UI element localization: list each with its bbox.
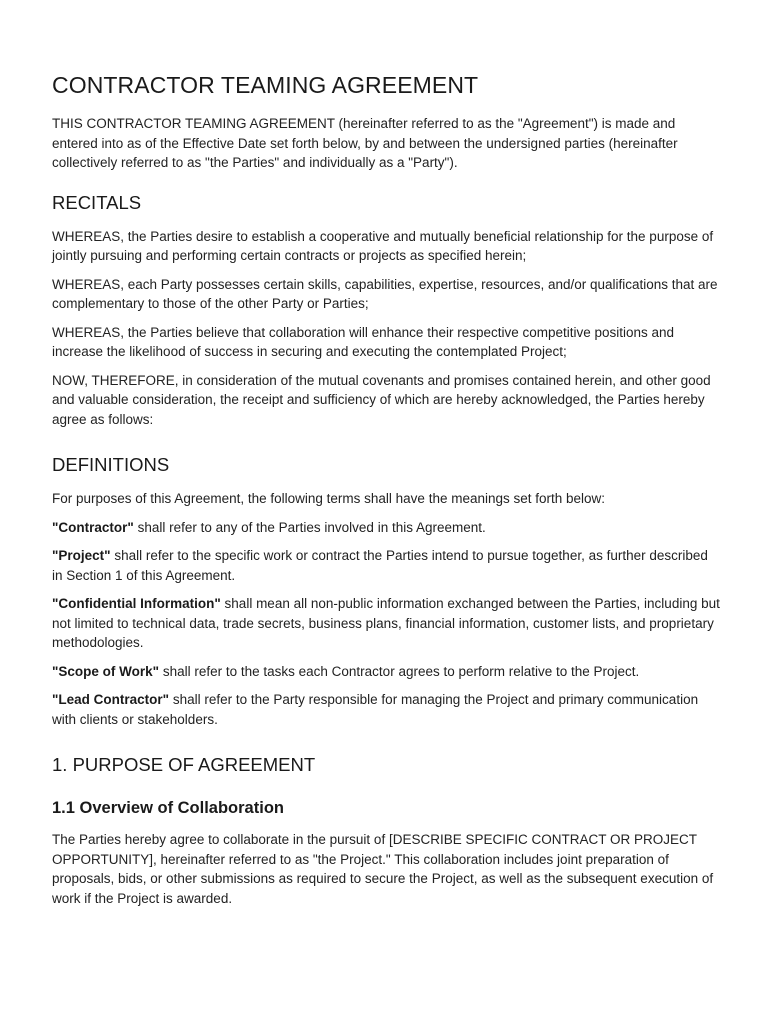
definition-term: "Scope of Work"	[52, 663, 160, 679]
recitals-heading: RECITALS	[52, 191, 142, 213]
definition-term: "Confidential Information"	[52, 596, 221, 611]
recitals-section	[52, 191, 720, 430]
definition-item	[52, 546, 720, 585]
recital-paragraph: WHEREAS, the Parties believe that collaboration will enhance their respective competitive positions and increase the likelihood of success in securing and executing the contemplated Project;	[52, 324, 675, 359]
definition-text: shall refer to the specific work or contract the Parties intend to pursue together, as further described in Section 1 of this Agreement.	[52, 548, 708, 583]
definitions-intro: For purposes of this Agreement, the following terms shall have the meanings set forth below:	[52, 491, 606, 506]
recital-paragraph: WHEREAS, the Parties desire to establish a cooperative and mutually beneficial relationship for the purpose of jointly pursuing and performing certain contracts or projects as specified herein;	[52, 228, 714, 263]
definition-text: shall mean all non-public information exchanged between the Parties, including but not limited to technical data, trade secrets, business plans, financial information, customer lists, and proprietary methodologies.	[52, 596, 720, 650]
definition-term: "Contractor"	[52, 519, 134, 535]
definition-term: "Project"	[52, 548, 111, 563]
document-title: CONTRACTOR TEAMING AGREEMENT	[52, 72, 479, 98]
definition-term: "Lead Contractor"	[52, 692, 170, 707]
recital-paragraph: NOW, THEREFORE, in consideration of the mutual covenants and promises contained herein, and other good and valuable consideration, the receipt and sufficiency of which are hereby acknowledged, the Parties hereby agree as follows:	[52, 372, 711, 427]
definitions-heading: DEFINITIONS	[52, 454, 170, 475]
purpose-paragraph: The Parties hereby agree to collaborate in the pursuit of [DESCRIBE SPECIFIC CONTRACT OR PROJECT OPPORTUNITY], hereinafter referred to as "the Project." This collaboration includes joint preparation of proposals, bids, or other submissions as required to secure the Project, as well as the subsequent execution of work if the Project is awarded.	[52, 832, 714, 906]
intro-paragraph: THIS CONTRACTOR TEAMING AGREEMENT (hereinafter referred to as the "Agreement") is made and entered into as of the Effective Date set forth below, by and between the undersigned parties (hereinafter collectively referred to as "the Parties" and individually as a "Party").	[52, 116, 678, 170]
definition-item	[52, 690, 720, 729]
recital-paragraph: WHEREAS, each Party possesses certain skills, capabilities, expertise, resources, and/or qualifications that are complementary to those of the other Party or Parties;	[52, 276, 718, 311]
purpose-section	[52, 753, 720, 908]
definition-item	[52, 518, 720, 538]
definitions-section	[52, 453, 720, 729]
document-page	[52, 70, 720, 917]
definition-item	[52, 594, 720, 653]
definition-text: shall refer to the tasks each Contractor agrees to perform relative to the Project.	[159, 663, 640, 679]
definition-text: shall refer to the Party responsible for managing the Project and primary communication with clients or stakeholders.	[52, 692, 699, 727]
definition-text: shall refer to any of the Parties involved in this Agreement.	[133, 519, 486, 535]
purpose-subheading: 1.1 Overview of Collaboration	[52, 799, 284, 817]
definition-item	[52, 662, 720, 682]
purpose-heading: 1. PURPOSE OF AGREEMENT	[52, 754, 316, 775]
